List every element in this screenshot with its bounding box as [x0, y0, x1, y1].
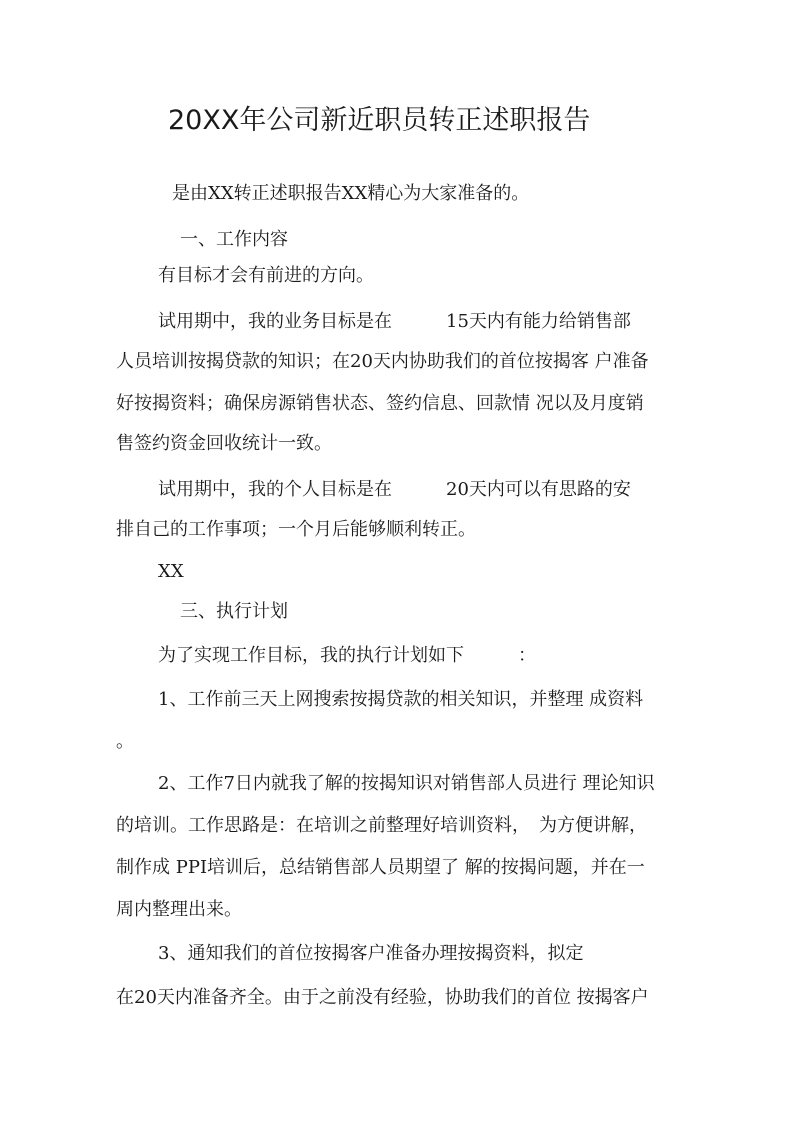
paragraph-line: 试用期中，我的个人目标是在 20天内可以有思路的安 [158, 479, 631, 500]
paragraph-line: 制作成 PPI培训后，总结销售部人员期望了 解的按揭问题，并在一 [116, 857, 645, 878]
paragraph-line: 在20天内准备齐全。由于之前没有经验，协助我们的首位 按揭客户 [116, 987, 649, 1008]
plan-item-3: 3、通知我们的首位按揭客户准备办理按揭资料，拟定 [158, 943, 584, 964]
plan-item-1: 1、工作前三天上网搜索按揭贷款的相关知识，并整理 成资料 [158, 689, 644, 710]
paragraph-line: 的培训。工作思路是：在培训之前整理好培训资料， 为方便讲解， [116, 815, 647, 836]
plan-item-1-continued: 。 [116, 731, 134, 752]
paragraph-line: 为了实现工作目标，我的执行计划如下 ： [158, 645, 536, 666]
plan-item-2: 2、工作7日内就我了解的按揭知识对销售部人员进行 理论知识 [158, 773, 655, 794]
section-heading-work-content: 一、工作内容 [180, 229, 288, 250]
paragraph-line: 人员培训按揭贷款的知识；在20天内协助我们的首位按揭客 户准备 [116, 351, 649, 372]
paragraph-line: 周内整理出来。 [116, 899, 242, 920]
paragraph-line: 售签约资金回收统计一致。 [116, 433, 332, 454]
intro-line: 是由XX转正述职报告XX精心为大家准备的。 [172, 183, 530, 204]
paragraph-line: 试用期中，我的业务目标是在 15天内有能力给销售部 [158, 311, 631, 332]
placeholder-xx: XX [158, 561, 184, 582]
section-heading-execution-plan: 三、执行计划 [180, 601, 288, 622]
paragraph-line: 排自己的工作事项；一个月后能够顺利转正。 [116, 519, 476, 540]
paragraph-line: 好按揭资料；确保房源销售状态、签约信息、回款情 况以及月度销 [116, 393, 644, 414]
paragraph-line: 有目标才会有前进的方向。 [158, 265, 374, 286]
document-title: 20XX年公司新近职员转正述职报告 [168, 105, 591, 136]
